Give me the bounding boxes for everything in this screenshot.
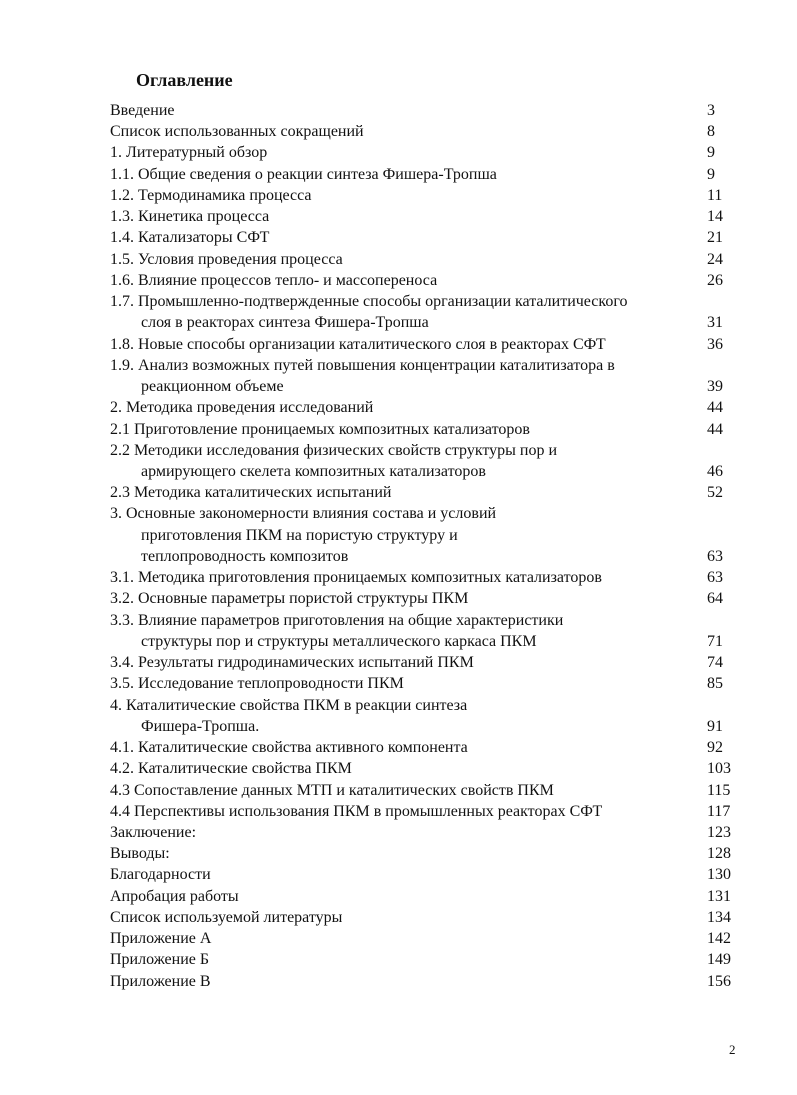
toc-entry-page: 8 (707, 123, 715, 141)
toc-entry[interactable] (110, 334, 750, 355)
toc-entry-title: 2. Методика проведения исследований (110, 399, 374, 417)
toc-entry-page: 156 (707, 972, 731, 990)
toc-entry-page: 115 (707, 781, 731, 799)
toc-entry-page: 91 (707, 717, 723, 735)
toc-entry[interactable] (110, 801, 750, 822)
toc-entry-title: Фишера-Тропша. (141, 717, 260, 735)
toc-entry[interactable] (110, 822, 750, 843)
toc-entry-title: 3.3. Влияние параметров приготовления на общие характеристики (110, 611, 564, 629)
toc-entry-page: 44 (707, 420, 723, 438)
toc-entry[interactable] (110, 206, 750, 227)
toc-entry-title: 1.6. Влияние процессов тепло- и массопереноса (110, 271, 438, 289)
toc-entry[interactable] (110, 610, 750, 652)
toc-entry-title: слоя в реакторах синтеза Фишера-Тропша (141, 314, 429, 332)
toc-entry-title: 3.5. Исследование теплопроводности ПКМ (110, 675, 404, 693)
toc-entry-page: 14 (707, 208, 723, 226)
page-number: 2 (729, 1042, 736, 1057)
toc-entry-title: Заключение: (110, 823, 197, 841)
toc-entry[interactable] (110, 482, 750, 503)
toc-entry-title: 1.9. Анализ возможных путей повышения концентрации каталитизатора в (110, 356, 615, 374)
toc-entry-page: 131 (707, 887, 731, 905)
toc-entry-title: 3. Основные закономерности влияния состава и условий (110, 505, 497, 523)
toc-entry-page: 71 (707, 632, 723, 650)
toc-entry-page: 52 (707, 484, 723, 502)
toc-entry-title: Приложение Б (110, 951, 210, 969)
toc-entry-page: 103 (707, 760, 731, 778)
toc-entry-title: Приложение В (110, 972, 211, 990)
toc-entry-title: 4.2. Каталитические свойства ПКМ (110, 760, 352, 778)
toc-entry-title: теплопроводность композитов (141, 547, 349, 565)
toc-entry[interactable] (110, 652, 750, 673)
toc-entry[interactable] (110, 397, 750, 418)
toc-entry-title: приготовления ПКМ на пористую структуру и (141, 526, 458, 544)
toc-title: Оглавление (136, 70, 233, 90)
toc-entry-title: 4. Каталитические свойства ПКМ в реакции синтеза (110, 696, 468, 714)
toc-entry[interactable] (110, 355, 750, 397)
toc-entry-page: 149 (707, 951, 731, 969)
toc-entry-title: Список используемой литературы (110, 908, 343, 926)
toc-entry[interactable] (110, 291, 750, 333)
toc-entry-title: 4.4 Перспективы использования ПКМ в промышленных реакторах СФТ (110, 802, 603, 820)
toc-entry-title: Апробация работы (110, 887, 239, 905)
toc-entry[interactable] (110, 588, 750, 609)
toc-entry-title: 1.5. Условия проведения процесса (110, 250, 343, 268)
toc-entry-title: Выводы: (110, 845, 170, 863)
toc-entry[interactable] (110, 907, 750, 928)
toc-entry-page: 130 (707, 866, 731, 884)
table-of-contents (110, 100, 750, 992)
toc-entry-page: 117 (707, 802, 731, 820)
toc-entry-title: 1.4. Катализаторы СФТ (110, 229, 270, 247)
toc-entry-page: 74 (707, 654, 723, 672)
toc-entry-title: 2.3 Методика каталитических испытаний (110, 484, 392, 502)
toc-entry[interactable] (110, 886, 750, 907)
toc-entry[interactable] (110, 227, 750, 248)
toc-entry-title: Приложение А (110, 930, 212, 948)
toc-entry-title: 1.7. Промышленно-подтвержденные способы организации каталитического (110, 293, 628, 311)
toc-entry-page: 92 (707, 739, 723, 757)
toc-entry-title: 1. Литературный обзор (110, 144, 268, 162)
toc-entry-page: 46 (707, 462, 723, 480)
toc-entry-title: 3.4. Результаты гидродинамических испытаний ПКМ (110, 654, 474, 672)
toc-entry[interactable] (110, 780, 750, 801)
toc-entry[interactable] (110, 695, 750, 737)
toc-entry-page: 9 (707, 165, 715, 183)
toc-entry-page: 63 (707, 569, 723, 587)
toc-entry[interactable] (110, 673, 750, 694)
toc-entry-title: структуры пор и структуры металлического каркаса ПКМ (141, 632, 537, 650)
toc-entry-page: 9 (707, 144, 715, 162)
toc-entry-page: 24 (707, 250, 723, 268)
toc-entry-title: 3.1. Методика приготовления проницаемых композитных катализаторов (110, 569, 602, 587)
toc-entry-title: 2.1 Приготовление проницаемых композитных катализаторов (110, 420, 530, 438)
toc-entry-page: 3 (707, 102, 715, 119)
toc-entry[interactable] (110, 737, 750, 758)
toc-entry-title: 1.8. Новые способы организации каталитического слоя в реакторах СФТ (110, 335, 606, 353)
toc-entry-page: 21 (707, 229, 723, 247)
toc-entry-page: 134 (707, 908, 731, 926)
toc-entry[interactable] (110, 185, 750, 206)
toc-entry-page: 123 (707, 823, 731, 841)
toc-entry[interactable] (110, 864, 750, 885)
toc-entry[interactable] (110, 100, 750, 121)
toc-entry-page: 26 (707, 271, 723, 289)
toc-entry-page: 31 (707, 314, 723, 332)
toc-entry-title: 1.2. Термодинамика процесса (110, 186, 312, 204)
toc-entry[interactable] (110, 270, 750, 291)
toc-entry-title: 1.3. Кинетика процесса (110, 208, 270, 226)
toc-entry[interactable] (110, 142, 750, 163)
toc-entry-title: Введение (110, 102, 175, 119)
toc-entry[interactable] (110, 249, 750, 270)
toc-entry-page: 36 (707, 335, 723, 353)
toc-entry-page: 85 (707, 675, 723, 693)
toc-entry-title: 3.2. Основные параметры пористой структуры ПКМ (110, 590, 469, 608)
toc-entry[interactable] (110, 971, 750, 992)
toc-entry-title: Список использованных сокращений (110, 123, 364, 141)
toc-entry[interactable] (110, 567, 750, 588)
toc-entry-title: 2.2 Методики исследования физических свойств структуры пор и (110, 441, 558, 459)
toc-entry-page: 128 (707, 845, 731, 863)
toc-entry-page: 142 (707, 930, 731, 948)
toc-entry[interactable] (110, 164, 750, 185)
toc-entry-title: реакционном объеме (141, 378, 284, 396)
toc-entry[interactable] (110, 949, 750, 970)
toc-entry-page: 64 (707, 590, 723, 608)
toc-entry[interactable] (110, 121, 750, 142)
toc-entry[interactable] (110, 440, 750, 482)
toc-entry[interactable] (110, 928, 750, 949)
toc-entry-title: 4.1. Каталитические свойства активного компонента (110, 739, 468, 757)
toc-entry-page: 63 (707, 547, 723, 565)
toc-entry[interactable] (110, 503, 750, 567)
toc-entry[interactable] (110, 758, 750, 779)
toc-entry-title: 1.1. Общие сведения о реакции синтеза Фишера-Тропша (110, 165, 497, 183)
toc-entry-title: 4.3 Сопоставление данных МТП и каталитических свойств ПКМ (110, 781, 554, 799)
toc-entry-page: 44 (707, 399, 723, 417)
toc-entry-title: армирующего скелета композитных катализаторов (141, 462, 486, 480)
toc-entry-title: Благодарности (110, 866, 211, 884)
toc-entry[interactable] (110, 843, 750, 864)
toc-entry-page: 11 (707, 186, 723, 204)
toc-entry-page: 39 (707, 378, 723, 396)
toc-entry[interactable] (110, 419, 750, 440)
